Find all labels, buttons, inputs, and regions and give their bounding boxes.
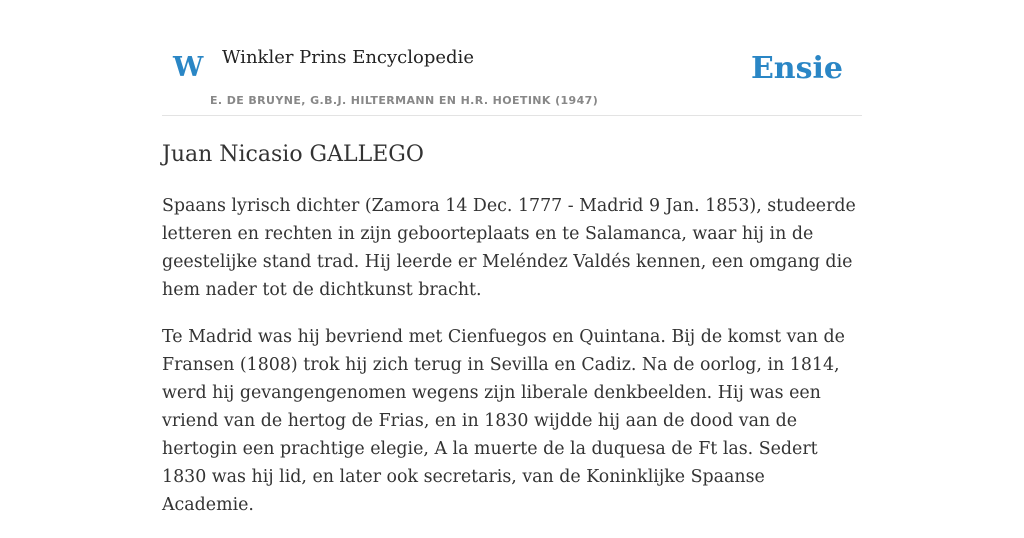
source-title[interactable]: Winkler Prins Encyclopedie	[222, 47, 474, 68]
source-header	[162, 0, 862, 116]
page	[162, 0, 862, 515]
source-authors: E. DE BRUYNE, G.B.J. HILTERMANN EN H.R. HOETINK (1947)	[210, 94, 599, 107]
ensie-logo[interactable]: Ensie	[750, 51, 843, 86]
article-paragraph: Spaans lyrisch dichter (Zamora 14 Dec. 1777 - Madrid 9 Jan. 1853), studeerde letteren en rechten in zijn geboorteplaats en te Salamanca, waar hij in de geestelijke stand trad. Hij leerde er Meléndez Valdés kennen, een omgang die hem nader tot de dichtkunst bracht.	[162, 196, 856, 300]
article-body	[162, 192, 862, 538]
article-title: Juan Nicasio GALLEGO	[162, 142, 424, 167]
source-logo: W	[173, 52, 204, 83]
article-paragraph: Te Madrid was hij bevriend met Cienfuegos en Quintana. Bij de komst van de Fransen (1808) trok hij zich terug in Sevilla en Cadiz. Na de oorlog, in 1814, werd hij gevangengenomen wegens zijn liberale denkbeelden. Hij was een vriend van de hertog de Frias, en in 1830 wijdde hij aan de dood van de hertogin een prachtige elegie, A la muerte de la duquesa de Ft las. Sedert 1830 was hij lid, en later ook secretaris, van de Koninklijke Spaanse Academie.	[162, 327, 845, 515]
